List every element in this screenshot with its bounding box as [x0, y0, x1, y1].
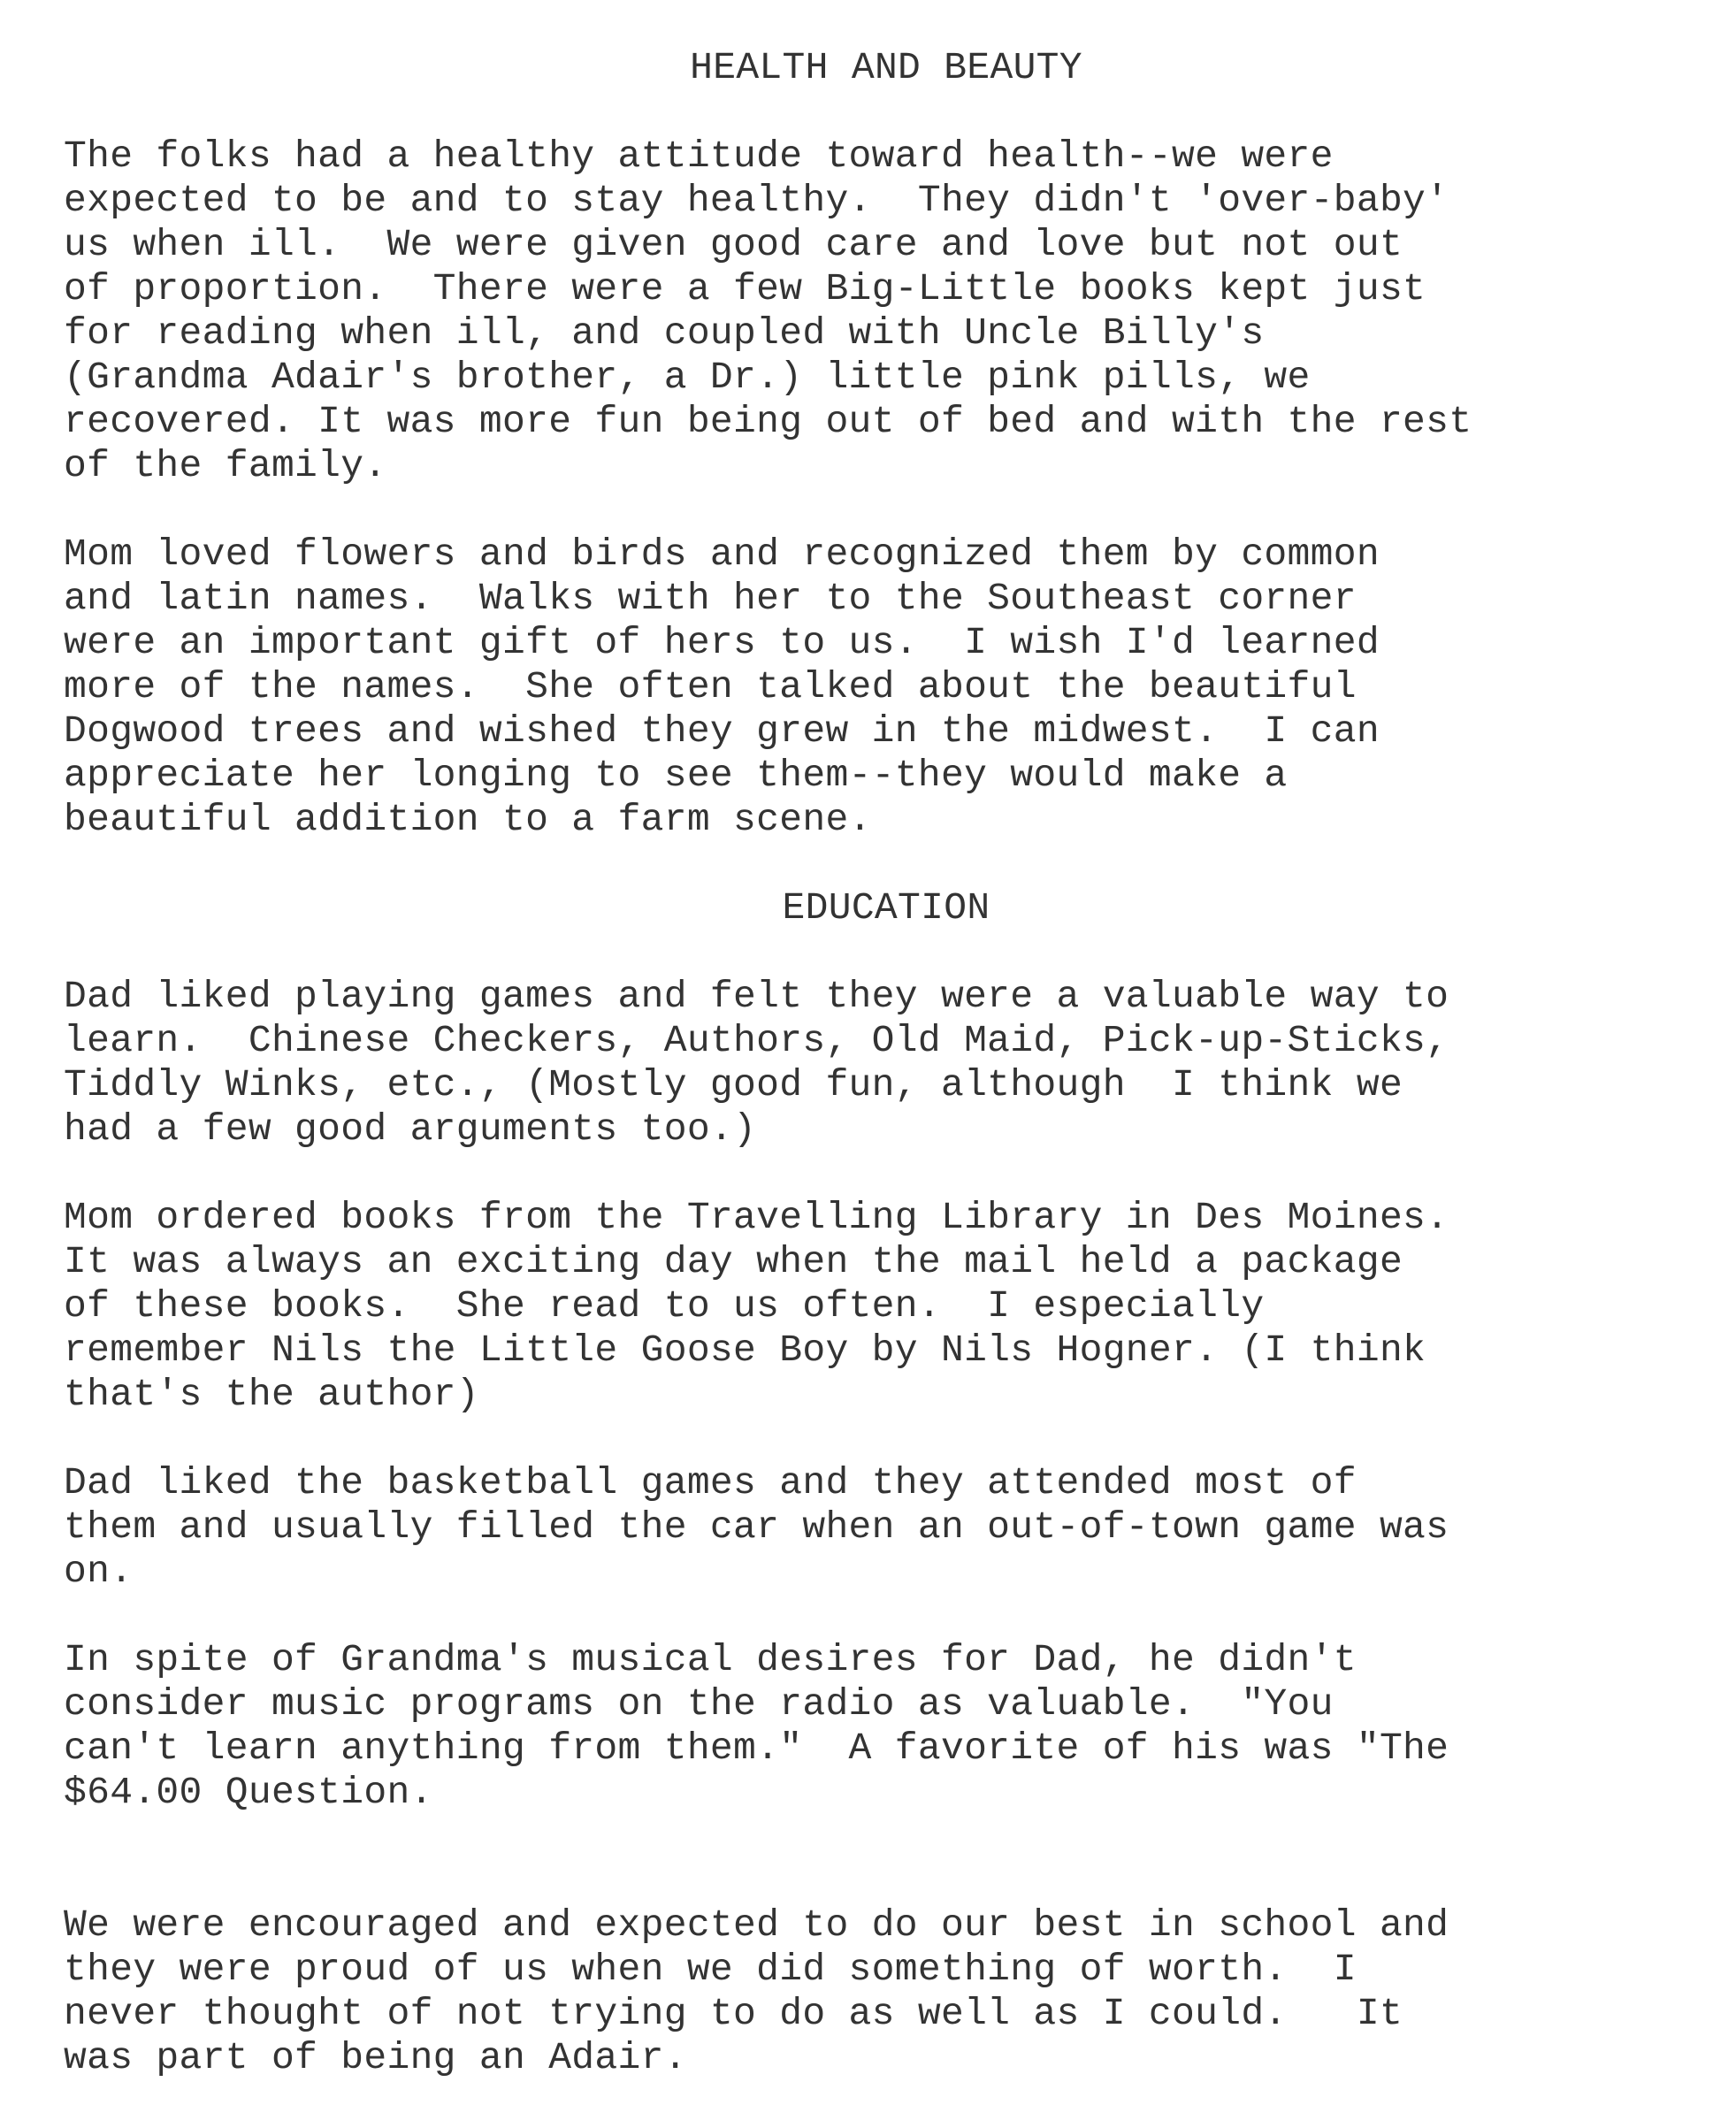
- text-line: Dad liked the basketball games and they attended most of: [64, 1461, 1357, 1504]
- text-line: were an important gift of hers to us. I wish I'd learned: [64, 621, 1380, 664]
- spacer: [64, 1417, 1709, 1461]
- paragraph-travelling-library: [64, 1196, 1709, 1417]
- paragraph-basketball: [64, 1461, 1709, 1594]
- text-line: that's the author): [64, 1373, 479, 1416]
- section-heading-education: EDUCATION: [782, 886, 990, 930]
- text-line: was part of being an Adair.: [64, 2036, 687, 2079]
- text-line: can't learn anything from them." A favorite of his was "The: [64, 1726, 1449, 1770]
- text-line: expected to be and to stay healthy. They didn't 'over-baby': [64, 179, 1449, 222]
- text-line: had a few good arguments too.): [64, 1107, 757, 1151]
- text-line: for reading when ill, and coupled with Uncle Billy's: [64, 311, 1265, 355]
- text-line: more of the names. She often talked about the beautiful: [64, 665, 1357, 708]
- text-line: on.: [64, 1550, 134, 1593]
- text-line: them and usually filled the car when an out-of-town game was: [64, 1505, 1449, 1549]
- spacer: [64, 1152, 1709, 1196]
- text-line: of the family.: [64, 444, 387, 487]
- paragraph-health-attitude: [64, 134, 1709, 488]
- text-line: Dad liked playing games and felt they were a valuable way to: [64, 975, 1449, 1018]
- paragraph-school: [64, 1903, 1709, 2080]
- text-line: appreciate her longing to see them--they would make a: [64, 754, 1288, 797]
- section-heading-health-and-beauty: HEALTH AND BEAUTY: [690, 46, 1082, 89]
- text-line: (Grandma Adair's brother, a Dr.) little pink pills, we: [64, 356, 1311, 399]
- text-line: It was always an exciting day when the mail held a package: [64, 1240, 1403, 1283]
- text-line: us when ill. We were given good care and love but not out: [64, 223, 1403, 266]
- text-line: of these books. She read to us often. I especially: [64, 1284, 1265, 1328]
- text-line: learn. Chinese Checkers, Authors, Old Maid, Pick-up-Sticks,: [64, 1019, 1449, 1062]
- text-line: Dogwood trees and wished they grew in the midwest. I can: [64, 709, 1380, 753]
- spacer: [64, 90, 1709, 134]
- text-line: of proportion. There were a few Big-Little books kept just: [64, 267, 1426, 310]
- spacer: [64, 1815, 1709, 1903]
- text-line: beautiful addition to a farm scene.: [64, 798, 872, 841]
- spacer: [64, 488, 1709, 532]
- document-page: [64, 46, 1709, 2080]
- text-line: The folks had a healthy attitude toward health--we were: [64, 134, 1334, 178]
- text-line: In spite of Grandma's musical desires for Dad, he didn't: [64, 1638, 1357, 1681]
- spacer: [64, 1594, 1709, 1638]
- text-line: $64.00 Question.: [64, 1771, 433, 1814]
- text-line: Tiddly Winks, etc., (Mostly good fun, although I think we: [64, 1063, 1403, 1106]
- text-line: Mom loved flowers and birds and recognized them by common: [64, 532, 1380, 576]
- text-line: consider music programs on the radio as valuable. "You: [64, 1682, 1334, 1726]
- paragraph-dad-games: [64, 975, 1709, 1152]
- text-line: We were encouraged and expected to do our best in school and: [64, 1903, 1449, 1947]
- paragraph-mom-flowers: [64, 532, 1709, 842]
- spacer: [64, 930, 1709, 975]
- spacer: [64, 842, 1709, 886]
- text-line: never thought of not trying to do as well as I could. It: [64, 1992, 1403, 2035]
- text-line: remember Nils the Little Goose Boy by Nils Hogner. (I think: [64, 1328, 1426, 1372]
- text-line: and latin names. Walks with her to the Southeast corner: [64, 577, 1357, 620]
- text-line: they were proud of us when we did something of worth. I: [64, 1948, 1357, 1991]
- paragraph-music-programs: [64, 1638, 1709, 1815]
- text-line: recovered. It was more fun being out of bed and with the rest: [64, 400, 1472, 443]
- text-line: Mom ordered books from the Travelling Library in Des Moines.: [64, 1196, 1449, 1239]
